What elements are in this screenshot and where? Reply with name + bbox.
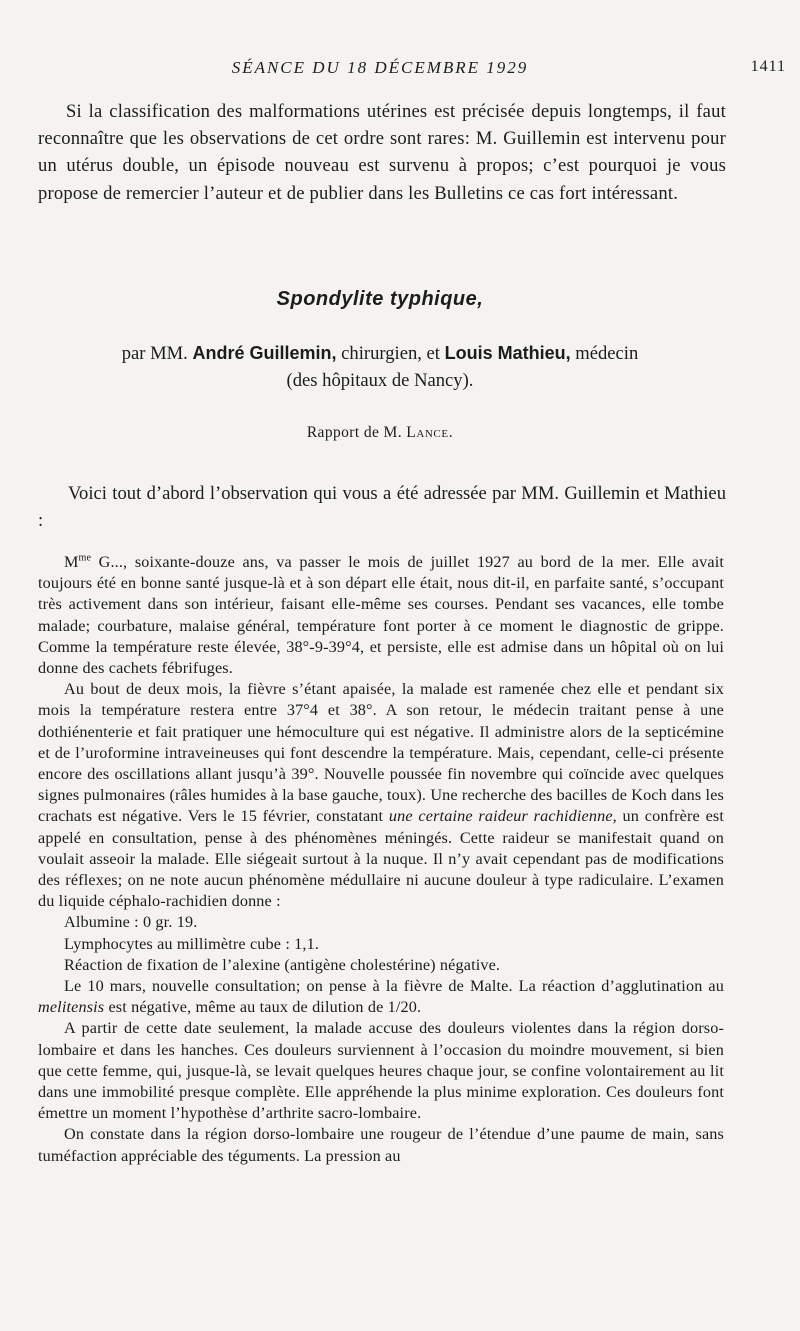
observation-paragraph: On constate dans la région dorso-lombaire une rougeur de l’étendue d’une paume de main, sans tuméfaction appréciable des téguments. La pression au [38, 1125, 724, 1165]
author-mathieu: Louis Mathieu, [444, 343, 571, 363]
madame-abbr-sup: me [78, 552, 92, 564]
running-title: SÉANCE DU 18 DÉCEMBRE 1929 [231, 58, 529, 77]
byline-prefix: par MM. [121, 343, 188, 364]
observation-paragraph [38, 679, 724, 912]
observation-text [38, 552, 724, 1167]
madame-abbr: M [64, 553, 79, 571]
observation-p3a: Le 10 mars, nouvelle consultation; on pense à la fièvre de Malte. La réaction d’agglutination au [64, 977, 724, 996]
lab-result-albumine: Albumine : 0 gr. 19. [64, 913, 198, 932]
observation-paragraph [38, 976, 724, 1018]
running-header [0, 58, 800, 82]
author-guillemin: André Guillemin, [192, 343, 337, 363]
observation-p3b: est négative, même au taux de dilution de 1/20. [104, 998, 422, 1017]
page-number: 1411 [750, 58, 786, 75]
rapport-prefix: Rapport de M. [306, 424, 402, 441]
voici-section [38, 480, 726, 534]
rapport-line [0, 424, 760, 442]
observation-p3-italic: melitensis [38, 998, 105, 1017]
author-role-1: chirurgien, et [341, 343, 440, 364]
lab-result-lymphocytes: Lymphocytes au millimètre cube : 1,1. [64, 934, 320, 953]
byline-line [0, 340, 760, 367]
observation-p2-italic: une certaine raideur rachidienne, [388, 807, 617, 826]
observation-paragraph [38, 552, 724, 679]
observation-p2b: un confrère est appelé en consultation, pense à des phénomènes méningés. Cette raideur se manifestait quand on voulait asseoir la malade. Elle siégeait surtout à la nuque. Il n’y avait cependant pas de modifications des réflexes; on ne note aucun phénomène médullaire ni aucune douleur à type radiculaire. L’examen du liquide céphalo-rachidien donne : [38, 807, 724, 911]
intro-paragraph: Si la classification des malformations utérines est précisée depuis longtemps, il faut reconnaître que les observations de cet ordre sont rares: M. Guillemin est intervenu pour un utérus double, un épisode nouveau est survenu à propos; c’est pourquoi je vous propose de remercier l’auteur et de publier dans les Bulletins ce cas fort intéressant. [38, 101, 726, 204]
author-role-2: médecin [575, 343, 639, 364]
observation-p2a: Au bout de deux mois, la fièvre s’étant apaisée, la malade est ramenée chez elle et pendant six mois la température restera entre 37°4 et 38°. A son retour, le médecin traitant pense à une dothiénenterie et fait pratiquer une hémoculture qui est négative. Il administre alors de la septicémine et de l’uroformine intraveineuses qui font descendre la température. Mais, cependant, celle-ci présente encore des oscillations allant jusqu’à 39°. Nouvelle poussée fin novembre qui coïncide avec quelques signes pulmonaires (râles humides à la base gauche, toux). Une recherche des bacilles de Koch dans les crachats est négative. Vers le 15 février, constatant [38, 680, 724, 826]
voici-paragraph: Voici tout d’abord l’observation qui vous a été adressée par MM. Guillemin et Mathieu : [38, 483, 726, 532]
byline [0, 340, 760, 394]
observation-paragraph: A partir de cette date seulement, la malade accuse des douleurs violentes dans la région dorso-lombaire et dans les hanches. Ces douleurs surviennent à l’occasion du moindre mouvement, si bien que cette femme, qui, jusque-là, se levait quelques heures chaque jour, se confine volontairement au lit dans une immobilité presque complète. Elle appréhende la plus minime exploration. Ces douleurs font émettre un moment l’hypothèse d’arthrite sacro-lombaire. [38, 1019, 724, 1123]
intro-section [38, 98, 726, 207]
lab-result-alexine: Réaction de fixation de l’alexine (antigène cholestérine) négative. [64, 955, 501, 974]
observation-p1: G..., soixante-douze ans, va passer le mois de juillet 1927 au bord de la mer. Elle avait toujours été en bonne santé jusque-là et à son départ elle était, nous dit-il, en parfaite santé, s’occupant très activement dans son intérieur, faisant elle-même ses courses. Pendant ses vacances, elle tombe malade; courbature, malaise général, température font porter à ce moment le diagnostic de grippe. Comme la température reste élevée, 38°-9-39°4, et persiste, elle est admise dans un hôpital où on lui donne des cachets fébrifuges. [38, 553, 724, 678]
article-title: Spondylite typhique, [276, 288, 484, 310]
affiliation: (des hôpitaux de Nancy). [286, 370, 474, 391]
rapport-name: Lance. [406, 424, 454, 441]
